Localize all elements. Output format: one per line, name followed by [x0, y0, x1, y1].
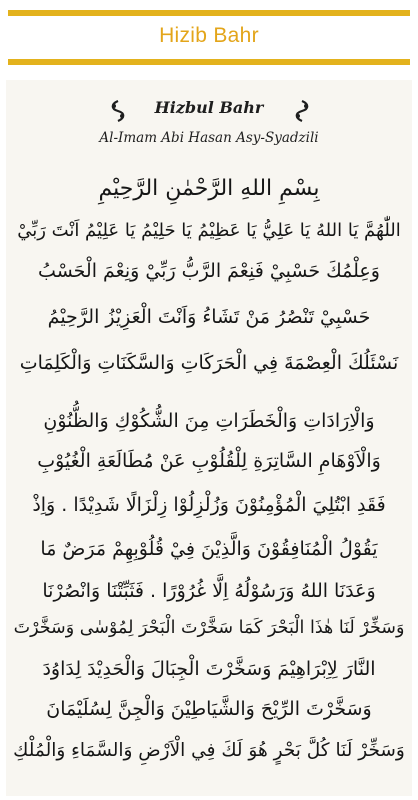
prayer-line: وَعَدَنَا اللهُ وَرَسُوْلُهُ اِلَّا غُرُوْرًا . فَثَبِّتْنَا وَانْصُرْنَا [42, 580, 376, 602]
app-title: Hizib Bahr [159, 24, 259, 47]
prayer-line: وَسَخِّرْ لَنَا كُلَّ بَحْرٍ هُوَ لَكَ فِي الْاَرْضِ وَالسَّمَاءِ وَالْمُلْكِ [13, 740, 405, 761]
document-title: Hizbul Bahr [154, 98, 264, 117]
prayer-line: وَالْاِرَادَاتِ وَالْخَطَرَاتِ مِنَ الشُّكُوْكِ وَالظُّنُوْنِ [43, 410, 375, 432]
document-subtitle: Al-Imam Abi Hasan Asy-Syadzili [99, 130, 319, 146]
prayer-line: وَالْاَوْهَامِ السَّاتِرَةِ لِلْقُلُوْبِ عَنْ مُطَالَعَةِ الْغُيُوْبِ [37, 450, 381, 472]
basmala: بِسْمِ اللهِ الرَّحْمٰنِ الرَّحِيْمِ [98, 176, 320, 201]
prayer-line: حَسْبِيْ تَنْصُرُ مَنْ تَشَاءُ وَاَنْتَ الْعَزِيْزُ الرَّحِيْمُ [47, 306, 371, 328]
prayer-line: النَّارَ لِاِبْرَاهِيْمَ وَسَخَّرْتَ الْجِبَالَ وَالْحَدِيْدَ لِدَاوُدَ [42, 658, 376, 680]
prayer-line: وَسَخَّرْتَ الرِّيْحَ وَالشَّيَاطِيْنَ وَالْجِنَّ لِسُلَيْمَانَ [46, 698, 372, 720]
top-rule [8, 10, 410, 16]
prayer-line: فَقَدِ ابْتُلِيَ الْمُؤْمِنُوْنَ وَزُلْزِلُوْا زِلْزَالًا شَدِيْدًا . وَاِذْ [32, 494, 386, 516]
prayer-line: نَسْئَلُكَ الْعِصْمَةَ فِي الْحَرَكَاتِ وَالسَّكَنَاتِ وَالْكَلِمَاتِ [19, 352, 399, 374]
document-page[interactable] [6, 80, 412, 796]
prayer-line: يَقُوْلُ الْمُنَافِقُوْنَ وَالَّذِيْنَ فِيْ قُلُوْبِهِمْ مَرَضٌ مَا [40, 538, 378, 560]
prayer-line: وَسَخِّرْ لَنَا هٰذَا الْبَحْرَ كَمَا سَخَّرْتَ الْبَحْرَ لِمُوْسٰى وَسَخَّرْتَ [13, 618, 405, 638]
bottom-rule [8, 59, 410, 65]
prayer-line: وَعِلْمُكَ حَسْبِيْ فَنِعْمَ الرَّبُّ رَبِّيْ وَنِعْمَ الْحَسْبُ [38, 260, 380, 282]
prayer-line: اللّٰهُمَّ يَا اللهُ يَا عَلِيُّ يَا عَظِيْمُ يَا حَلِيْمُ يَا عَلِيْمُ اَنْتَ رَبِّيْ [17, 220, 401, 241]
flourish-right-icon [292, 100, 312, 122]
document-header [6, 98, 412, 122]
